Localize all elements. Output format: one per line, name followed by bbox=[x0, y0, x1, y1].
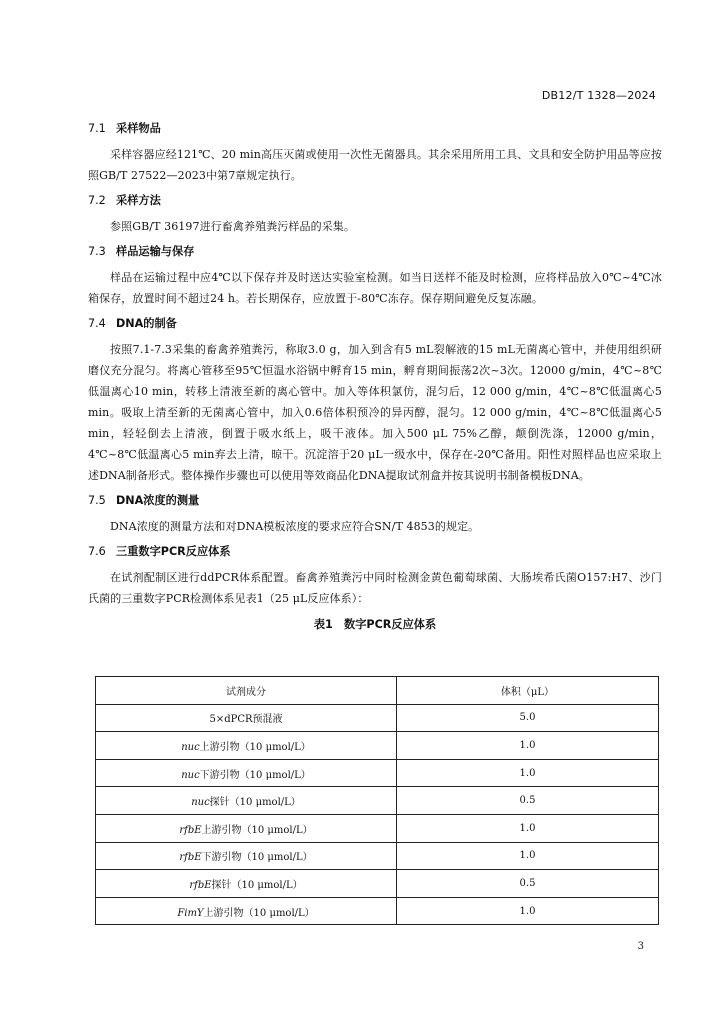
component-cell: FimY上游引物（10 μmol/L） bbox=[96, 897, 397, 925]
section-7-3 bbox=[88, 241, 662, 309]
table-row bbox=[96, 704, 659, 732]
component-cell: rfbE下游引物（10 μmol/L） bbox=[96, 842, 397, 870]
component-cell: rfbE上游引物（10 μmol/L） bbox=[96, 814, 397, 842]
table-title: 表1 数字PCR反应体系 bbox=[313, 618, 437, 631]
section-heading: 7.1 采样物品 bbox=[88, 122, 161, 135]
section-heading: 7.6 三重数字PCR反应体系 bbox=[88, 545, 231, 558]
section-heading: 7.5 DNA浓度的测量 bbox=[88, 494, 200, 507]
section-7-2 bbox=[88, 190, 662, 237]
volume-cell: 1.0 bbox=[397, 814, 659, 842]
volume-cell: 1.0 bbox=[397, 897, 659, 925]
table-row bbox=[96, 814, 659, 842]
section-paragraph: 样品在运输过程中应4℃以下保存并及时送达实验室检测。如当日送样不能及时检测，应将样品放入0℃~4℃冰箱保存，放置时间不超过24 h。若长期保存，应放置于-80℃冻存。保存期间避免反复冻融。 bbox=[88, 271, 662, 305]
volume-cell: 5.0 bbox=[397, 704, 659, 732]
component-cell: nuc下游引物（10 μmol/L） bbox=[96, 759, 397, 787]
volume-cell: 1.0 bbox=[397, 759, 659, 787]
column-header-component: 试剂成分 bbox=[96, 677, 397, 705]
section-7-6 bbox=[88, 541, 662, 609]
section-heading: 7.2 采样方法 bbox=[88, 194, 161, 207]
table-row bbox=[96, 759, 659, 787]
document-body bbox=[88, 118, 662, 643]
component-cell: nuc探针（10 μmol/L） bbox=[96, 787, 397, 815]
volume-cell: 1.0 bbox=[397, 732, 659, 760]
section-paragraph: 按照7.1-7.3采集的畜禽养殖粪污，称取3.0 g，加入到含有5 mL裂解液的15 mL无菌离心管中，并使用组织研磨仪充分混匀。将离心管移至95℃恒温水浴锅中孵育15 min，孵育期间振荡2次~3次。12000 g/min，4℃~8℃低温离心10 min，转移上清液至新的离心管中。加入等体积氯仿，混匀后，12 000 g/min，4℃~8℃低温离心5 min。吸取上清至新的无菌离心管中，加入0.6倍体积预冷的异丙醇，混匀。12 000 g/min，4℃~8℃低温离心5 min，轻轻倒去上清液，倒置于吸水纸上，吸干液体。加入500 μL 75%乙醇，颠倒洗涤，12000 g/min，4℃~8℃低温离心5 min弃去上清，晾干。沉淀溶于20 μL一级水中，保存在-20℃备用。阳性对照样品也应采取上述DNA制备形式。整体操作步骤也可以使用等效商品化DNA提取试剂盒并按其说明书制备模板DNA。 bbox=[88, 343, 662, 482]
page-number: 3 bbox=[637, 941, 644, 952]
component-cell: rfbE探针（10 μmol/L） bbox=[96, 870, 397, 898]
document-code: DB12/T 1328—2024 bbox=[541, 89, 656, 102]
table-header-row bbox=[96, 677, 659, 705]
volume-cell: 0.5 bbox=[397, 787, 659, 815]
section-paragraph: DNA浓度的测量方法和对DNA模板浓度的要求应符合SN/T 4853的规定。 bbox=[110, 520, 480, 533]
section-paragraph: 采样容器应经121℃、20 min高压灭菌或使用一次性无菌器具。其余采用所用工具、文具和安全防护用品等应按照GB/T 27522—2023中第7章规定执行。 bbox=[88, 148, 662, 182]
section-paragraph: 参照GB/T 36197进行畜禽养殖粪污样品的采集。 bbox=[110, 220, 356, 233]
table-row bbox=[96, 732, 659, 760]
component-cell: nuc上游引物（10 μmol/L） bbox=[96, 732, 397, 760]
section-7-5 bbox=[88, 490, 662, 537]
section-7-1 bbox=[88, 118, 662, 186]
table-row bbox=[96, 897, 659, 925]
table-row bbox=[96, 870, 659, 898]
table-row bbox=[96, 842, 659, 870]
volume-cell: 1.0 bbox=[397, 842, 659, 870]
section-heading: 7.4 DNA的制备 bbox=[88, 317, 177, 330]
section-7-4 bbox=[88, 313, 662, 486]
volume-cell: 0.5 bbox=[397, 870, 659, 898]
table-row bbox=[96, 787, 659, 815]
section-paragraph: 在试剂配制区进行ddPCR体系配置。畜禽养殖粪污中同时检测金黄色葡萄球菌、大肠埃希氏菌O157:H7、沙门氏菌的三重数字PCR检测体系见表1（25 μL反应体系）： bbox=[88, 571, 662, 605]
column-header-volume: 体积（μL） bbox=[397, 677, 659, 705]
component-cell: 5×dPCR预混液 bbox=[96, 704, 397, 732]
section-heading: 7.3 样品运输与保存 bbox=[88, 245, 195, 258]
reaction-system-table bbox=[95, 676, 659, 925]
